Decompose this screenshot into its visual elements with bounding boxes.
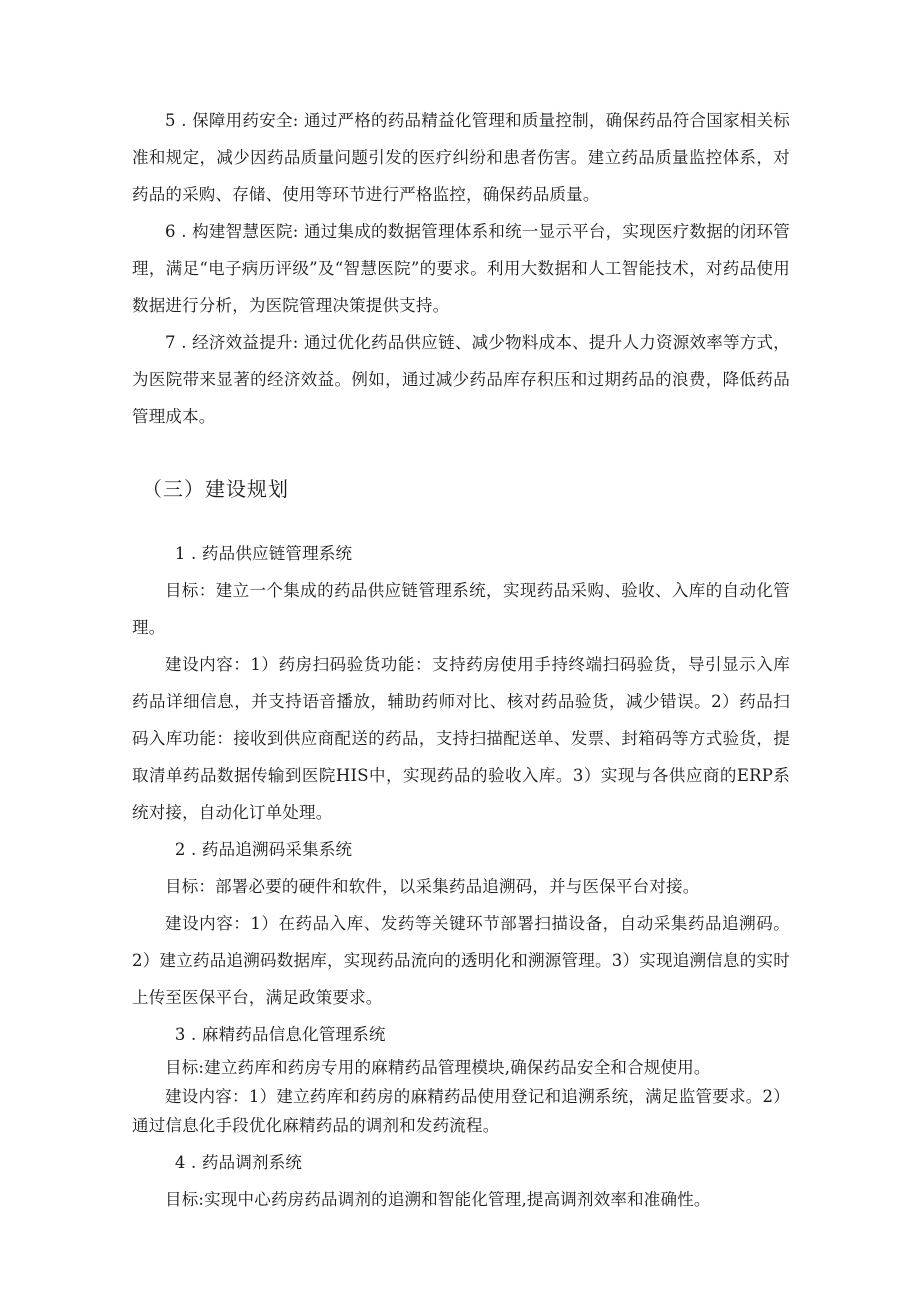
document-page: [132, 102, 790, 1218]
section-heading: （三）建设规划: [142, 477, 289, 501]
subsection-title-1: 1 . 药品供应链管理系统: [174, 544, 353, 563]
subsection-title-2: 2 . 药品追溯码采集系统: [174, 840, 353, 859]
paragraph-target-1: 目标：建立一个集成的药品供应链管理系统，实现药品采购、验收、入库的自动化管理。: [132, 581, 790, 637]
paragraph-target-3: 目标:建立药库和药房专用的麻精药品管理模块,确保药品安全和合规使用。: [165, 1058, 711, 1077]
paragraph-goal-7: 7 . 经济效益提升: 通过优化药品供应链、减少物料成本、提升人力资源效率等方式，为医院带来显著的经济效益。例如，通过减少药品库存积压和过期药品的浪费，降低药品管理成本。: [132, 333, 790, 426]
subsection-title-3: 3 . 麻精药品信息化管理系统: [174, 1025, 386, 1044]
subsection-title-4: 4 . 药品调剂系统: [174, 1153, 303, 1172]
paragraph-content-3: 建设内容：1）建立药库和药房的麻精药品使用登记和追溯系统，满足监管要求。2）通过信息化手段优化麻精药品的调剂和发药流程。: [132, 1087, 790, 1135]
paragraph-goal-6: 6 . 构建智慧医院: 通过集成的数据管理体系和统一显示平台，实现医疗数据的闭环管理，满足“电子病历评级”及“智慧医院”的要求。利用大数据和人工智能技术，对药品使用数据进行分析，为医院管理决策提供支持。: [132, 222, 790, 315]
paragraph-content-2: 建设内容：1）在药品入库、发药等关键环节部署扫描设备，自动采集药品追溯码。2）建立药品追溯码数据库，实现药品流向的透明化和溯源管理。3）实现追溯信息的实时上传至医保平台，满足政策要求。: [132, 914, 790, 1007]
paragraph-content-1: 建设内容：1）药房扫码验货功能：支持药房使用手持终端扫码验货，导引显示入库药品详细信息，并支持语音播放，辅助药师对比、核对药品验货，减少错误。2）药品扫码入库功能：接收到供应商配送的药品，支持扫描配送单、发票、封箱码等方式验货，提取清单药品数据传输到医院HIS中，实现药品的验收入库。3）实现与各供应商的ERP系统对接，自动化订单处理。: [132, 655, 790, 822]
paragraph-target-4: 目标:实现中心药房药品调剂的追溯和智能化管理,提高调剂效率和准确性。: [165, 1190, 711, 1209]
paragraph-target-2: 目标：部署必要的硬件和软件，以采集药品追溯码，并与医保平台对接。: [165, 877, 700, 896]
paragraph-goal-5: 5 . 保障用药安全: 通过严格的药品精益化管理和质量控制，确保药品符合国家相关标准和规定，减少因药品质量问题引发的医疗纠纷和患者伤害。建立药品质量监控体系，对药品的采购、存储、使用等环节进行严格监控，确保药品质量。: [132, 111, 790, 204]
